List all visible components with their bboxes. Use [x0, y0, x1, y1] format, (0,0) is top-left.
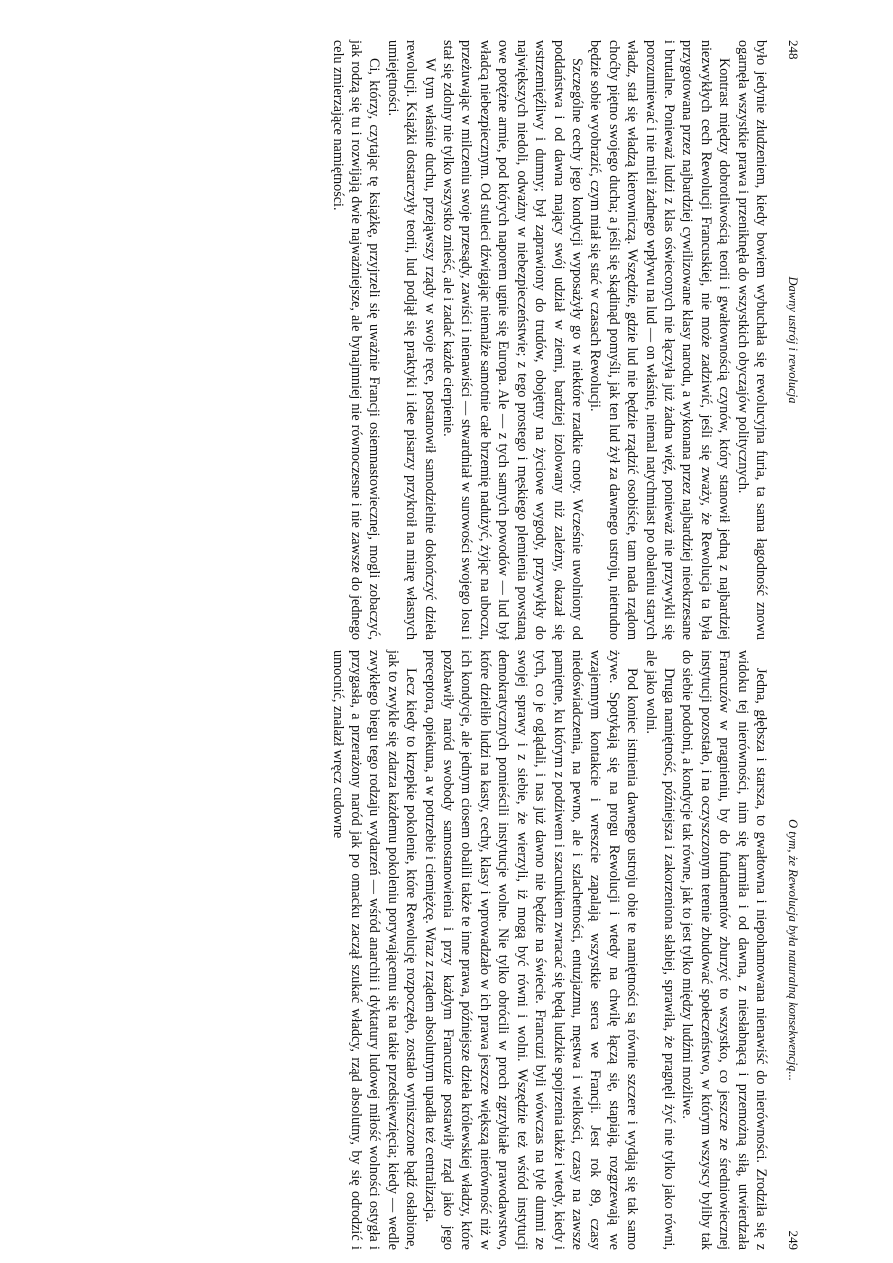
right-running-head [782, 650, 802, 1250]
right-paragraph-2: Druga namiętność, późniejsza i zakorzeniona słabiej, sprawiła, że pragnęli żyć nie tylko jako równi, ale jako wolni. [642, 650, 677, 1250]
left-paragraph-2: Kontrast między dobrotliwością teorii i gwałtownością czynów, który stanowił jedną z najbardziej niezwykłych cech Rewolucji Francuskiej, nie może zadziwić, jeśli się zważy, że Rewolucja ta była przygotowana przez najbardziej cywilizowane klasy narodu, a wykonana przez najbardziej nieokrzesane i brutalne. Ponieważ ludzi z klas oświeconych nie łączyła już żadna więź, ponieważ nie przywykli się porozumiewać i nie mieli żadnego wpływu na lud — on właśnie, niemal natychmiast po obaleniu starych władz, stał się władzą kierowniczą. Wszędzie, gdzie lud nie będzie rządzić osobiście, tam nada rządom choćby piętno swojego ducha; a jeśli się skądinąd pomyśli, jak ten lud żył za dawnego ustroju, nietrudno będzie sobie wyobrazić, czym miał się stać w czasach Rewolucji. [587, 40, 733, 640]
right-page [292, 650, 802, 1250]
left-paragraph-5: Ci, którzy, czytając tę książkę, przyjrzeli się uważnie Francji osiemnastowiecznej, mogli zobaczyć, jak rodzą się tu i rozwijają dwie najważniejsze, ale bynajmniej nie równoczesne i nie zawsze do jednego celu zmierzające namiętności. [329, 40, 383, 640]
right-paragraph-1: Jedna, głębsza i starsza, to gwałtowna i niepohamowana nienawiść do nierówności. Zrodziła się z widoku tej nierówności, nim się karmiła i od dawna, z niesłabnącą i przemożną siłą, utwierdzała Francuzów w pragnieniu, by do fundamentów zburzyć to wszystko, co jeszcze ze średniowiecznej instytucji pozostało, i na oczyszczonym terenie zbudować społeczeństwo, w którym wszyscy byliby tak do siebie podobni, a kondycje tak równe, jak to jest tylko między ludźmi możliwe. [679, 650, 769, 1250]
left-page-number: 248 [786, 40, 801, 60]
left-paragraph-4: W tym właśnie duchu, przejąwszy rządy w swoje ręce, postanowił samodzielnie dokończyć dzieła rewolucji. Książki dostarczyły teorii, lud podjął się praktyki i idee pisarzy przykroił na miarę własnych umiejętności. [384, 40, 438, 640]
left-body-text [328, 40, 770, 640]
right-page-number: 249 [786, 1230, 801, 1250]
left-page [292, 40, 802, 640]
left-running-head [782, 40, 802, 640]
left-paragraph-3: Szczególne cechy jego kondycji wyposażyły go w niektóre rzadkie cnoty. Wcześnie uwolniony od poddaństwa i od dawna mający swój udział w ziemi, bardziej izolowany niż zależny, okazał się wstrzemięźliwy i dumny; był zaprawiony do trudów, obojętny na życiowe wygody, przywykły do największych niedoli, odważny w niebezpieczeństwie; z tego prostego i męskiego plemienia powstaną owe potężne armie, pod których naporem ugnie się Europa. Ale — z tych samych powodów — lud był władcą niebezpiecznym. Od stuleci dźwigając niemalże samotnie całe brzemię nadużyć, żyjąc na uboczu, przeżuwając w milczeniu swoje przesądy, zawiści i nienawiści — stwardniał w surowości swojego losu i stał się zdolny nie tylko wszystko znieść, ale i zadać każde cierpienie. [440, 40, 585, 640]
left-running-title: Dawny ustrój i rewolucja [786, 276, 800, 404]
right-paragraph-3: Pod koniec istnienia dawnego ustroju obie te namiętności są równie szczere i wydają się tak samo żywe. Spotykają się na progu Rewolucji i wtedy na chwilę łączą się, stapiają, rozgrzewają we wzajemnym kontakcie i wreszcie zapalają wszystkie serca we Francji. Jest rok 89, czasy niedoświadczenia, na pewno, ale i szlachetności, entuzjazmu, męstwa i wielkości, czasy na zawsze pamiętne, ku którym z podziwem i szacunkiem zwracać się będą ludzkie spojrzenia także i wtedy, kiedy i tych, co je oglądali, i nas już dawno nie będzie na świecie. Francuzi byli wówczas na tyle dumni ze swojej sprawy i z siebie, że wierzyli, iż mogą być równi i wolni. Wszędzie też wśród instytucji demokratycznych pomieścili instytucje wolne. Nie tylko obrócili w proch zgrzybiałe prawodawstwo, które dzieliło ludzi na kasty, cechy, klasy i wprowadzało w ich prawa jeszcze większą nierówność niż w ich kondycje, ale jednym ciosem obalili także te inne prawa, późniejsze dzieła królewskiej władzy, które pozbawiły naród swobody samostanowienia i przy każdym Francuzie postawiły rząd jako jego preceptora, opiekuna, a w potrzebie i ciemiężcę. Wraz z rządem absolutnym upadła też centralizacja. [421, 650, 641, 1250]
right-running-title: O tym, że Rewolucja była naturalną konsekwencją... [786, 819, 800, 1081]
right-paragraph-4: Lecz kiedy to krzepkie pokolenie, które Rewolucję rozpoczęło, zostało wyniszczone bądź osłabione, jak to zwykle się zdarza każdemu pokoleniu porywającemu się na takie przedsięwzięcia; kiedy — wedle zwykłego biegu tego rodzaju wydarzeń — wśród anarchii i dyktatury ludowej miłość wolności ostygła i przygasła, a przerażony naród jak po omacku zaczął szukać władcy, rząd absolutny, by się odrodzić i umocnić, znalazł wręcz cudowne [329, 650, 420, 1250]
right-body-text [328, 650, 770, 1250]
left-paragraph-1: było jedynie złudzeniem, kiedy bowiem wybuchała się rewolucyjna furia, ta sama łagodność znowu ogarnęła wszystkie prawa i przeniknęła do wszystkich obyczajów politycznych. [734, 40, 769, 640]
